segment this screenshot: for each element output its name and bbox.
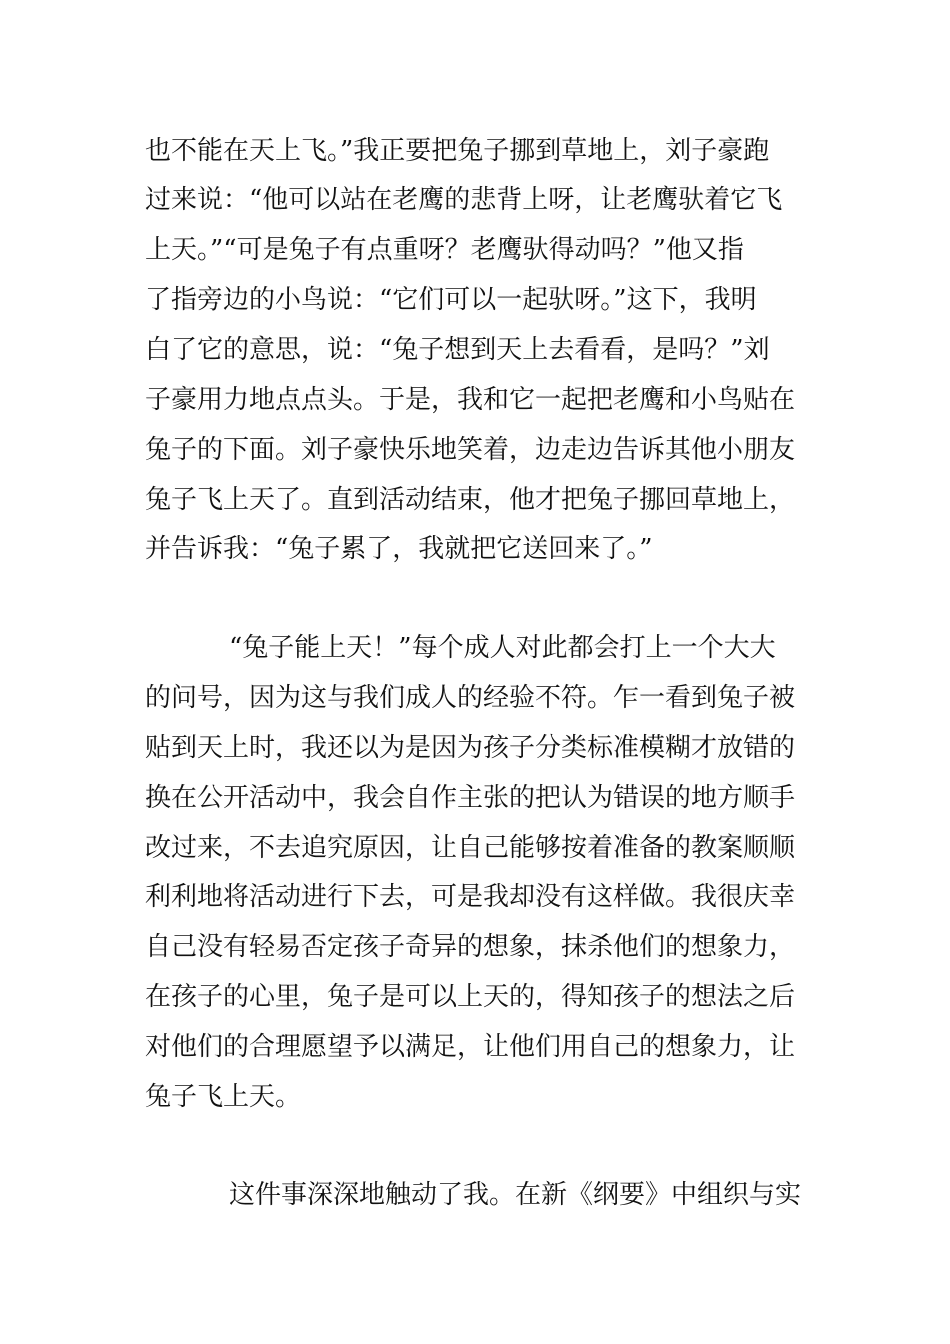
paragraph-2-line-3: 贴到天上时，我还以为是因为孩子分类标准模糊才放错的 (145, 733, 796, 763)
paragraph-2-line-6: 利利地将活动进行下去，可是我却没有这样做。我很庆幸 (145, 882, 796, 912)
paragraph-1-line-7: 兔子的下面。刘子豪快乐地笑着，边走边告诉其他小朋友 (145, 435, 796, 465)
paragraph-3-line-1: 这件事深深地触动了我。在新《纲要》中组织与实 (229, 1180, 802, 1210)
paragraph-1-line-3: 上天。”“可是兔子有点重呀？老鹰驮得动吗？”他又指 (145, 235, 744, 265)
paragraph-2-line-10: 兔子飞上天。 (145, 1082, 302, 1112)
paragraph-2-line-1: “兔子能上天！”每个成人对此都会打上一个大大 (229, 633, 776, 663)
paragraph-1-line-6: 子豪用力地点点头。于是，我和它一起把老鹰和小鸟贴在 (145, 385, 796, 415)
paragraph-1-line-5: 白了它的意思，说：“兔子想到天上去看看，是吗？”刘 (145, 335, 770, 365)
paragraph-2-line-8: 在孩子的心里，兔子是可以上天的，得知孩子的想法之后 (145, 982, 796, 1012)
paragraph-1-line-1: 也不能在天上飞。”我正要把兔子挪到草地上，刘子豪跑 (145, 136, 770, 166)
paragraph-1-line-4: 了指旁边的小鸟说：“它们可以一起驮呀。”这下，我明 (145, 285, 757, 315)
paragraph-1-line-8: 兔子飞上天了。直到活动结束，他才把兔子挪回草地上， (145, 485, 796, 515)
paragraph-2-line-9: 对他们的合理愿望予以满足，让他们用自己的想象力，让 (145, 1032, 796, 1062)
paragraph-1-line-2: 过来说：“他可以站在老鹰的悲背上呀，让老鹰驮着它飞 (145, 185, 783, 215)
paragraph-2-line-2: 的问号，因为这与我们成人的经验不符。乍一看到兔子被 (145, 683, 796, 713)
paragraph-2-line-4: 换在公开活动中，我会自作主张的把认为错误的地方顺手 (145, 783, 796, 813)
paragraph-1-line-9: 并告诉我：“兔子累了，我就把它送回来了。” (145, 534, 653, 564)
paragraph-2-line-5: 改过来，不去追究原因，让自己能够按着准备的教案顺顺 (145, 833, 796, 863)
paragraph-2-line-7: 自己没有轻易否定孩子奇异的想象，抹杀他们的想象力， (145, 932, 796, 962)
